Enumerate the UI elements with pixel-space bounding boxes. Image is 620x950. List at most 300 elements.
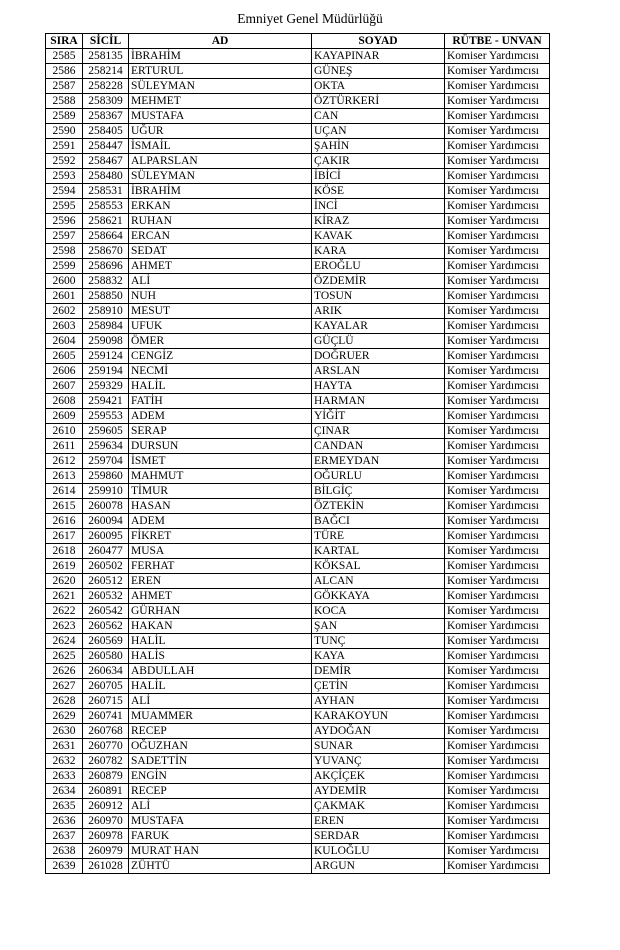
cell-soyad: ŞAHİN bbox=[312, 139, 445, 154]
cell-ad: ERCAN bbox=[129, 229, 312, 244]
cell-rutbe: Komiser Yardımcısı bbox=[445, 589, 550, 604]
cell-rutbe: Komiser Yardımcısı bbox=[445, 409, 550, 424]
cell-rutbe: Komiser Yardımcısı bbox=[445, 724, 550, 739]
cell-soyad: EROĞLU bbox=[312, 259, 445, 274]
cell-rutbe: Komiser Yardımcısı bbox=[445, 484, 550, 499]
cell-sira: 2597 bbox=[46, 229, 83, 244]
cell-ad: MURAT HAN bbox=[129, 844, 312, 859]
table-body bbox=[46, 49, 550, 874]
table-row bbox=[46, 199, 550, 214]
table-row bbox=[46, 589, 550, 604]
cell-rutbe: Komiser Yardımcısı bbox=[445, 679, 550, 694]
cell-soyad: AYHAN bbox=[312, 694, 445, 709]
cell-soyad: GÖKKAYA bbox=[312, 589, 445, 604]
table-row bbox=[46, 514, 550, 529]
cell-rutbe: Komiser Yardımcısı bbox=[445, 64, 550, 79]
table-row bbox=[46, 49, 550, 64]
cell-rutbe: Komiser Yardımcısı bbox=[445, 304, 550, 319]
cell-ad: FERHAT bbox=[129, 559, 312, 574]
cell-ad: ALİ bbox=[129, 694, 312, 709]
table-row bbox=[46, 634, 550, 649]
cell-rutbe: Komiser Yardımcısı bbox=[445, 544, 550, 559]
cell-sira: 2622 bbox=[46, 604, 83, 619]
table-row bbox=[46, 184, 550, 199]
cell-rutbe: Komiser Yardımcısı bbox=[445, 664, 550, 679]
cell-sicil: 260562 bbox=[83, 619, 129, 634]
cell-rutbe: Komiser Yardımcısı bbox=[445, 619, 550, 634]
cell-sicil: 258910 bbox=[83, 304, 129, 319]
table-row bbox=[46, 694, 550, 709]
table-row bbox=[46, 334, 550, 349]
cell-sira: 2604 bbox=[46, 334, 83, 349]
cell-rutbe: Komiser Yardımcısı bbox=[445, 109, 550, 124]
cell-rutbe: Komiser Yardımcısı bbox=[445, 79, 550, 94]
cell-ad: ALİ bbox=[129, 799, 312, 814]
cell-rutbe: Komiser Yardımcısı bbox=[445, 739, 550, 754]
cell-rutbe: Komiser Yardımcısı bbox=[445, 424, 550, 439]
table-row bbox=[46, 769, 550, 784]
cell-ad: MUSA bbox=[129, 544, 312, 559]
cell-soyad: ALCAN bbox=[312, 574, 445, 589]
cell-sira: 2587 bbox=[46, 79, 83, 94]
cell-sicil: 258447 bbox=[83, 139, 129, 154]
cell-sira: 2596 bbox=[46, 214, 83, 229]
cell-sicil: 258405 bbox=[83, 124, 129, 139]
column-header-sira: SIRA bbox=[46, 34, 83, 49]
table-row bbox=[46, 439, 550, 454]
cell-soyad: KOCA bbox=[312, 604, 445, 619]
cell-soyad: KAYA bbox=[312, 649, 445, 664]
table-row bbox=[46, 349, 550, 364]
cell-sira: 2632 bbox=[46, 754, 83, 769]
cell-sira: 2585 bbox=[46, 49, 83, 64]
cell-soyad: BİLGİÇ bbox=[312, 484, 445, 499]
cell-sicil: 260879 bbox=[83, 769, 129, 784]
cell-rutbe: Komiser Yardımcısı bbox=[445, 289, 550, 304]
cell-rutbe: Komiser Yardımcısı bbox=[445, 139, 550, 154]
cell-sicil: 258670 bbox=[83, 244, 129, 259]
cell-sicil: 258553 bbox=[83, 199, 129, 214]
cell-ad: CENGİZ bbox=[129, 349, 312, 364]
cell-ad: ERKAN bbox=[129, 199, 312, 214]
cell-sicil: 260580 bbox=[83, 649, 129, 664]
cell-ad: İBRAHİM bbox=[129, 184, 312, 199]
cell-sicil: 259704 bbox=[83, 454, 129, 469]
cell-soyad: KAYAPINAR bbox=[312, 49, 445, 64]
cell-ad: SÜLEYMAN bbox=[129, 169, 312, 184]
cell-soyad: SUNAR bbox=[312, 739, 445, 754]
cell-sira: 2612 bbox=[46, 454, 83, 469]
cell-soyad: ŞAN bbox=[312, 619, 445, 634]
table-row bbox=[46, 664, 550, 679]
cell-soyad: ÖZTEKİN bbox=[312, 499, 445, 514]
cell-sicil: 260542 bbox=[83, 604, 129, 619]
cell-ad: GÜRHAN bbox=[129, 604, 312, 619]
cell-ad: HALİL bbox=[129, 679, 312, 694]
cell-ad: FARUK bbox=[129, 829, 312, 844]
cell-ad: AHMET bbox=[129, 589, 312, 604]
cell-soyad: UÇAN bbox=[312, 124, 445, 139]
cell-sicil: 260912 bbox=[83, 799, 129, 814]
cell-ad: ZÜHTÜ bbox=[129, 859, 312, 874]
table-row bbox=[46, 304, 550, 319]
cell-sira: 2620 bbox=[46, 574, 83, 589]
cell-soyad: AYDEMİR bbox=[312, 784, 445, 799]
cell-sira: 2625 bbox=[46, 649, 83, 664]
cell-ad: FİKRET bbox=[129, 529, 312, 544]
cell-sira: 2590 bbox=[46, 124, 83, 139]
cell-ad: TİMUR bbox=[129, 484, 312, 499]
cell-soyad: ÇAKMAK bbox=[312, 799, 445, 814]
table-row bbox=[46, 259, 550, 274]
column-header-sicil: SİCİL bbox=[83, 34, 129, 49]
column-header-ad: AD bbox=[129, 34, 312, 49]
cell-sicil: 260095 bbox=[83, 529, 129, 544]
table-row bbox=[46, 364, 550, 379]
cell-soyad: KARTAL bbox=[312, 544, 445, 559]
cell-sicil: 260477 bbox=[83, 544, 129, 559]
cell-sicil: 258850 bbox=[83, 289, 129, 304]
cell-soyad: KİRAZ bbox=[312, 214, 445, 229]
cell-rutbe: Komiser Yardımcısı bbox=[445, 454, 550, 469]
cell-rutbe: Komiser Yardımcısı bbox=[445, 334, 550, 349]
cell-ad: ALPARSLAN bbox=[129, 154, 312, 169]
cell-ad: MEHMET bbox=[129, 94, 312, 109]
cell-sira: 2611 bbox=[46, 439, 83, 454]
table-row bbox=[46, 244, 550, 259]
cell-ad: RUHAN bbox=[129, 214, 312, 229]
cell-sicil: 258214 bbox=[83, 64, 129, 79]
cell-rutbe: Komiser Yardımcısı bbox=[445, 499, 550, 514]
table-row bbox=[46, 829, 550, 844]
cell-rutbe: Komiser Yardımcısı bbox=[445, 814, 550, 829]
table-row bbox=[46, 499, 550, 514]
cell-sira: 2633 bbox=[46, 769, 83, 784]
cell-ad: HAKAN bbox=[129, 619, 312, 634]
cell-sira: 2619 bbox=[46, 559, 83, 574]
table-row bbox=[46, 529, 550, 544]
table-row bbox=[46, 619, 550, 634]
cell-sira: 2598 bbox=[46, 244, 83, 259]
table-row bbox=[46, 679, 550, 694]
cell-ad: HALİL bbox=[129, 634, 312, 649]
cell-sicil: 260634 bbox=[83, 664, 129, 679]
cell-sira: 2627 bbox=[46, 679, 83, 694]
cell-sira: 2609 bbox=[46, 409, 83, 424]
cell-sicil: 260770 bbox=[83, 739, 129, 754]
cell-sira: 2638 bbox=[46, 844, 83, 859]
cell-ad: NUH bbox=[129, 289, 312, 304]
cell-ad: UĞUR bbox=[129, 124, 312, 139]
cell-soyad: ARSLAN bbox=[312, 364, 445, 379]
cell-sira: 2618 bbox=[46, 544, 83, 559]
cell-rutbe: Komiser Yardımcısı bbox=[445, 394, 550, 409]
table-row bbox=[46, 454, 550, 469]
cell-soyad: ARGUN bbox=[312, 859, 445, 874]
cell-rutbe: Komiser Yardımcısı bbox=[445, 319, 550, 334]
cell-soyad: CANDAN bbox=[312, 439, 445, 454]
table-row bbox=[46, 424, 550, 439]
cell-soyad: DOĞRUER bbox=[312, 349, 445, 364]
cell-ad: MAHMUT bbox=[129, 469, 312, 484]
cell-rutbe: Komiser Yardımcısı bbox=[445, 49, 550, 64]
cell-sicil: 258480 bbox=[83, 169, 129, 184]
cell-ad: ERTURUL bbox=[129, 64, 312, 79]
table-row bbox=[46, 394, 550, 409]
cell-sicil: 258531 bbox=[83, 184, 129, 199]
cell-soyad: ERMEYDAN bbox=[312, 454, 445, 469]
table-row bbox=[46, 229, 550, 244]
cell-soyad: KAVAK bbox=[312, 229, 445, 244]
cell-soyad: KAYALAR bbox=[312, 319, 445, 334]
cell-rutbe: Komiser Yardımcısı bbox=[445, 364, 550, 379]
table-row bbox=[46, 409, 550, 424]
table-row bbox=[46, 649, 550, 664]
cell-sicil: 258664 bbox=[83, 229, 129, 244]
cell-sicil: 258367 bbox=[83, 109, 129, 124]
cell-soyad: ARIK bbox=[312, 304, 445, 319]
cell-sira: 2621 bbox=[46, 589, 83, 604]
cell-sira: 2586 bbox=[46, 64, 83, 79]
cell-sicil: 258309 bbox=[83, 94, 129, 109]
table-row bbox=[46, 814, 550, 829]
cell-ad: İSMAİL bbox=[129, 139, 312, 154]
cell-ad: ABDULLAH bbox=[129, 664, 312, 679]
cell-sira: 2603 bbox=[46, 319, 83, 334]
cell-sira: 2639 bbox=[46, 859, 83, 874]
cell-ad: HALİL bbox=[129, 379, 312, 394]
cell-rutbe: Komiser Yardımcısı bbox=[445, 274, 550, 289]
cell-sira: 2614 bbox=[46, 484, 83, 499]
table-row bbox=[46, 139, 550, 154]
cell-sicil: 260078 bbox=[83, 499, 129, 514]
cell-rutbe: Komiser Yardımcısı bbox=[445, 859, 550, 874]
cell-ad: ENGİN bbox=[129, 769, 312, 784]
cell-soyad: ÖZDEMİR bbox=[312, 274, 445, 289]
cell-rutbe: Komiser Yardımcısı bbox=[445, 199, 550, 214]
cell-sira: 2617 bbox=[46, 529, 83, 544]
cell-sicil: 258696 bbox=[83, 259, 129, 274]
cell-soyad: ÇETİN bbox=[312, 679, 445, 694]
cell-rutbe: Komiser Yardımcısı bbox=[445, 124, 550, 139]
cell-sicil: 261028 bbox=[83, 859, 129, 874]
cell-sicil: 260094 bbox=[83, 514, 129, 529]
cell-soyad: AYDOĞAN bbox=[312, 724, 445, 739]
table-row bbox=[46, 169, 550, 184]
cell-soyad: ÇINAR bbox=[312, 424, 445, 439]
cell-soyad: TOSUN bbox=[312, 289, 445, 304]
cell-sicil: 260502 bbox=[83, 559, 129, 574]
table-row bbox=[46, 289, 550, 304]
personnel-table bbox=[45, 33, 550, 874]
cell-sicil: 260569 bbox=[83, 634, 129, 649]
cell-sicil: 258467 bbox=[83, 154, 129, 169]
cell-sicil: 260741 bbox=[83, 709, 129, 724]
table-row bbox=[46, 109, 550, 124]
cell-rutbe: Komiser Yardımcısı bbox=[445, 529, 550, 544]
cell-soyad: AKÇİÇEK bbox=[312, 769, 445, 784]
cell-ad: İSMET bbox=[129, 454, 312, 469]
table-row bbox=[46, 379, 550, 394]
cell-ad: SERAP bbox=[129, 424, 312, 439]
cell-ad: FATİH bbox=[129, 394, 312, 409]
cell-sicil: 258228 bbox=[83, 79, 129, 94]
table-row bbox=[46, 154, 550, 169]
cell-rutbe: Komiser Yardımcısı bbox=[445, 844, 550, 859]
cell-sira: 2628 bbox=[46, 694, 83, 709]
cell-sicil: 259194 bbox=[83, 364, 129, 379]
cell-rutbe: Komiser Yardımcısı bbox=[445, 574, 550, 589]
cell-sira: 2595 bbox=[46, 199, 83, 214]
cell-ad: AHMET bbox=[129, 259, 312, 274]
cell-sira: 2606 bbox=[46, 364, 83, 379]
table-row bbox=[46, 64, 550, 79]
cell-rutbe: Komiser Yardımcısı bbox=[445, 154, 550, 169]
cell-sira: 2601 bbox=[46, 289, 83, 304]
cell-sira: 2602 bbox=[46, 304, 83, 319]
table-row bbox=[46, 124, 550, 139]
cell-rutbe: Komiser Yardımcısı bbox=[445, 229, 550, 244]
table-row bbox=[46, 784, 550, 799]
cell-soyad: KÖKSAL bbox=[312, 559, 445, 574]
cell-rutbe: Komiser Yardımcısı bbox=[445, 514, 550, 529]
cell-sira: 2592 bbox=[46, 154, 83, 169]
cell-ad: NECMİ bbox=[129, 364, 312, 379]
cell-sicil: 260978 bbox=[83, 829, 129, 844]
cell-sira: 2624 bbox=[46, 634, 83, 649]
cell-rutbe: Komiser Yardımcısı bbox=[445, 649, 550, 664]
cell-sira: 2608 bbox=[46, 394, 83, 409]
cell-sira: 2613 bbox=[46, 469, 83, 484]
cell-ad: SÜLEYMAN bbox=[129, 79, 312, 94]
cell-rutbe: Komiser Yardımcısı bbox=[445, 694, 550, 709]
cell-ad: MESUT bbox=[129, 304, 312, 319]
cell-soyad: GÜNEŞ bbox=[312, 64, 445, 79]
cell-rutbe: Komiser Yardımcısı bbox=[445, 769, 550, 784]
cell-sira: 2591 bbox=[46, 139, 83, 154]
cell-sicil: 259910 bbox=[83, 484, 129, 499]
cell-ad: ÖMER bbox=[129, 334, 312, 349]
cell-soyad: KÖSE bbox=[312, 184, 445, 199]
cell-soyad: HAYTA bbox=[312, 379, 445, 394]
cell-ad: DURSUN bbox=[129, 439, 312, 454]
cell-sira: 2637 bbox=[46, 829, 83, 844]
cell-sicil: 260705 bbox=[83, 679, 129, 694]
cell-sicil: 260970 bbox=[83, 814, 129, 829]
cell-sira: 2636 bbox=[46, 814, 83, 829]
table-row bbox=[46, 799, 550, 814]
cell-sicil: 259124 bbox=[83, 349, 129, 364]
cell-soyad: GÜÇLÜ bbox=[312, 334, 445, 349]
cell-soyad: İNCİ bbox=[312, 199, 445, 214]
cell-rutbe: Komiser Yardımcısı bbox=[445, 244, 550, 259]
cell-sicil: 260512 bbox=[83, 574, 129, 589]
cell-sicil: 259553 bbox=[83, 409, 129, 424]
cell-soyad: DEMİR bbox=[312, 664, 445, 679]
cell-rutbe: Komiser Yardımcısı bbox=[445, 784, 550, 799]
table-row bbox=[46, 574, 550, 589]
cell-sicil: 260768 bbox=[83, 724, 129, 739]
cell-ad: ADEM bbox=[129, 514, 312, 529]
column-header-soyad: SOYAD bbox=[312, 34, 445, 49]
cell-sira: 2593 bbox=[46, 169, 83, 184]
cell-ad: UFUK bbox=[129, 319, 312, 334]
table-row bbox=[46, 484, 550, 499]
cell-soyad: CAN bbox=[312, 109, 445, 124]
cell-soyad: OKTA bbox=[312, 79, 445, 94]
table-row bbox=[46, 544, 550, 559]
cell-sicil: 260782 bbox=[83, 754, 129, 769]
cell-ad: ALİ bbox=[129, 274, 312, 289]
cell-soyad: YİĞİT bbox=[312, 409, 445, 424]
table-row bbox=[46, 739, 550, 754]
cell-soyad: İBİCİ bbox=[312, 169, 445, 184]
cell-ad: HALİS bbox=[129, 649, 312, 664]
cell-sicil: 258135 bbox=[83, 49, 129, 64]
cell-rutbe: Komiser Yardımcısı bbox=[445, 829, 550, 844]
cell-soyad: ÖZTÜRKERİ bbox=[312, 94, 445, 109]
cell-rutbe: Komiser Yardımcısı bbox=[445, 214, 550, 229]
cell-rutbe: Komiser Yardımcısı bbox=[445, 469, 550, 484]
cell-sira: 2600 bbox=[46, 274, 83, 289]
cell-soyad: KULOĞLU bbox=[312, 844, 445, 859]
cell-soyad: YUVANÇ bbox=[312, 754, 445, 769]
cell-sira: 2634 bbox=[46, 784, 83, 799]
page-title: Emniyet Genel Müdürlüğü bbox=[237, 11, 383, 26]
table-row bbox=[46, 724, 550, 739]
column-header-rutbe: RÜTBE - UNVAN bbox=[445, 34, 550, 49]
cell-soyad: KARA bbox=[312, 244, 445, 259]
cell-sira: 2616 bbox=[46, 514, 83, 529]
cell-soyad: OĞURLU bbox=[312, 469, 445, 484]
cell-ad: RECEP bbox=[129, 784, 312, 799]
cell-sicil: 258832 bbox=[83, 274, 129, 289]
cell-rutbe: Komiser Yardımcısı bbox=[445, 94, 550, 109]
cell-rutbe: Komiser Yardımcısı bbox=[445, 439, 550, 454]
cell-soyad: BAĞCI bbox=[312, 514, 445, 529]
cell-sira: 2615 bbox=[46, 499, 83, 514]
cell-rutbe: Komiser Yardımcısı bbox=[445, 349, 550, 364]
cell-ad: OĞUZHAN bbox=[129, 739, 312, 754]
table-row bbox=[46, 559, 550, 574]
cell-sira: 2629 bbox=[46, 709, 83, 724]
cell-ad: MUAMMER bbox=[129, 709, 312, 724]
cell-ad: EREN bbox=[129, 574, 312, 589]
cell-sira: 2599 bbox=[46, 259, 83, 274]
table-row bbox=[46, 709, 550, 724]
table-row bbox=[46, 319, 550, 334]
cell-sira: 2610 bbox=[46, 424, 83, 439]
table-row bbox=[46, 844, 550, 859]
cell-rutbe: Komiser Yardımcısı bbox=[445, 604, 550, 619]
cell-sira: 2623 bbox=[46, 619, 83, 634]
cell-sicil: 259329 bbox=[83, 379, 129, 394]
cell-sira: 2589 bbox=[46, 109, 83, 124]
cell-sicil: 260532 bbox=[83, 589, 129, 604]
table-header bbox=[46, 34, 550, 49]
cell-rutbe: Komiser Yardımcısı bbox=[445, 799, 550, 814]
cell-sira: 2635 bbox=[46, 799, 83, 814]
table-row bbox=[46, 214, 550, 229]
cell-sira: 2626 bbox=[46, 664, 83, 679]
table-row bbox=[46, 94, 550, 109]
cell-sira: 2607 bbox=[46, 379, 83, 394]
cell-sicil: 260979 bbox=[83, 844, 129, 859]
cell-rutbe: Komiser Yardımcısı bbox=[445, 634, 550, 649]
cell-sicil: 259860 bbox=[83, 469, 129, 484]
cell-sira: 2631 bbox=[46, 739, 83, 754]
table-row bbox=[46, 604, 550, 619]
